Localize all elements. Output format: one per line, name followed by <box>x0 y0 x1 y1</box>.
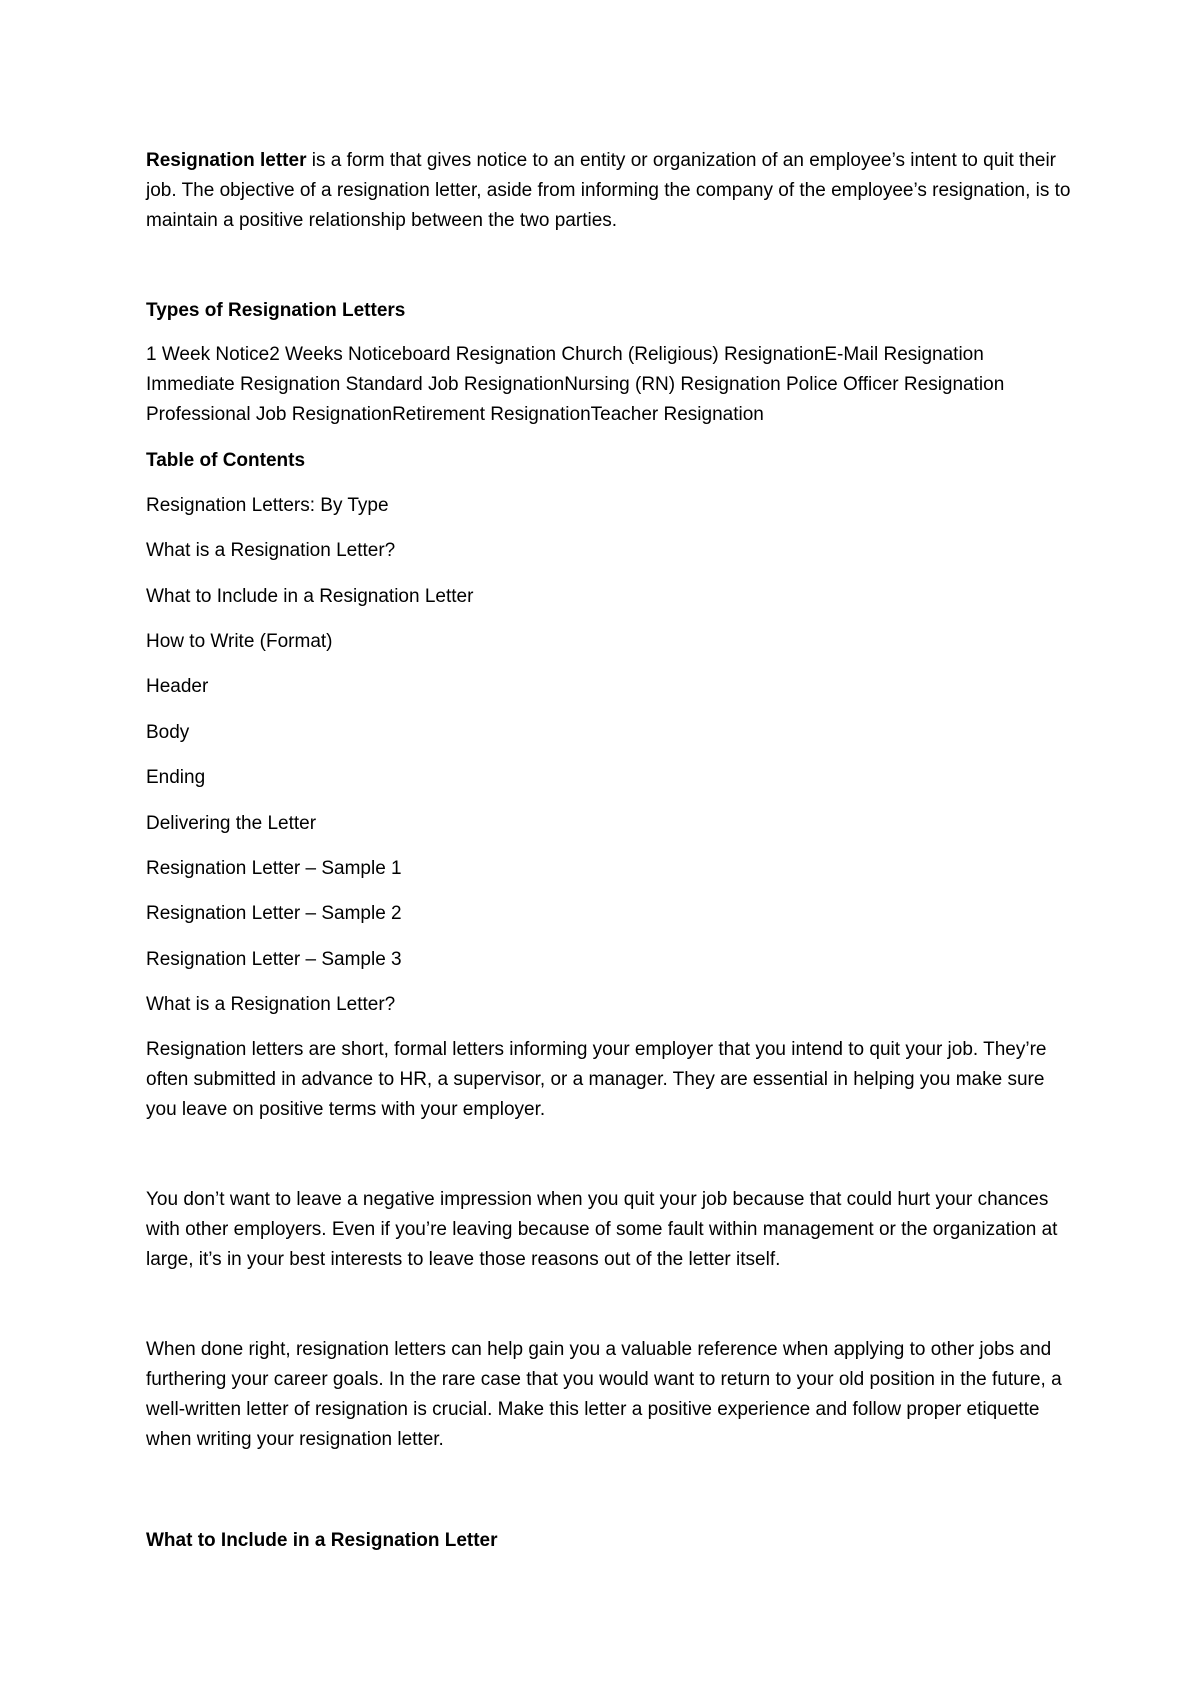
what-is-paragraph: Resignation letters are short, formal letters informing your employer that you intend to quit your job. They’re often submitted in advance to HR, a supervisor, or a manager. They are essential in helping you make sure you leave on positive terms with your employer. <box>146 1039 1047 1120</box>
what-is-paragraph: You don’t want to leave a negative impression when you quit your job because that could hurt your chances with other employers. Even if you’re leaving because of some fault within management or the organization at large, it’s in your best interests to leave those reasons out of the letter itself. <box>146 1189 1058 1270</box>
toc-item: Body <box>146 722 190 743</box>
toc-item: Resignation Letter – Sample 2 <box>146 903 402 924</box>
toc-item: Ending <box>146 767 206 788</box>
toc-item: Delivering the Letter <box>146 813 317 834</box>
toc-item: Resignation Letter – Sample 3 <box>146 949 402 970</box>
toc-item: What to Include in a Resignation Letter <box>146 586 474 607</box>
toc-heading: Table of Contents <box>146 450 306 471</box>
include-heading: What to Include in a Resignation Letter <box>146 1530 498 1551</box>
what-is-paragraph: When done right, resignation letters can help gain you a valuable reference when applying to other jobs and furthering your career goals. In the rare case that you would want to return to your old position in the future, a well-written letter of resignation is crucial. Make this letter a positive experience and follow proper etiquette when writing your resignation letter. <box>146 1339 1062 1450</box>
toc-item: Resignation Letters: By Type <box>146 495 389 516</box>
toc-item: Resignation Letter – Sample 1 <box>146 858 402 879</box>
types-list: 1 Week Notice2 Weeks Noticeboard Resignation Church (Religious) ResignationE-Mail Resignation Immediate Resignation Standard Job ResignationNursing (RN) Resignation Police Officer Resignation Professional Job ResignationRetirement ResignationTeacher Resignation <box>146 344 1005 425</box>
toc-item: Header <box>146 676 209 697</box>
intro-term: Resignation letter <box>146 150 307 171</box>
what-is-heading: What is a Resignation Letter? <box>146 994 396 1015</box>
toc-item: How to Write (Format) <box>146 631 333 652</box>
intro-paragraph <box>146 146 1076 236</box>
intro-text: is a form that gives notice to an entity or organization of an employee’s intent to quit their job. The objective of a resignation letter, aside from informing the company of the employee’s resignation, is to maintain a positive relationship between the two parties. <box>146 150 1071 231</box>
toc-item: What is a Resignation Letter? <box>146 540 396 561</box>
types-heading: Types of Resignation Letters <box>146 300 406 321</box>
